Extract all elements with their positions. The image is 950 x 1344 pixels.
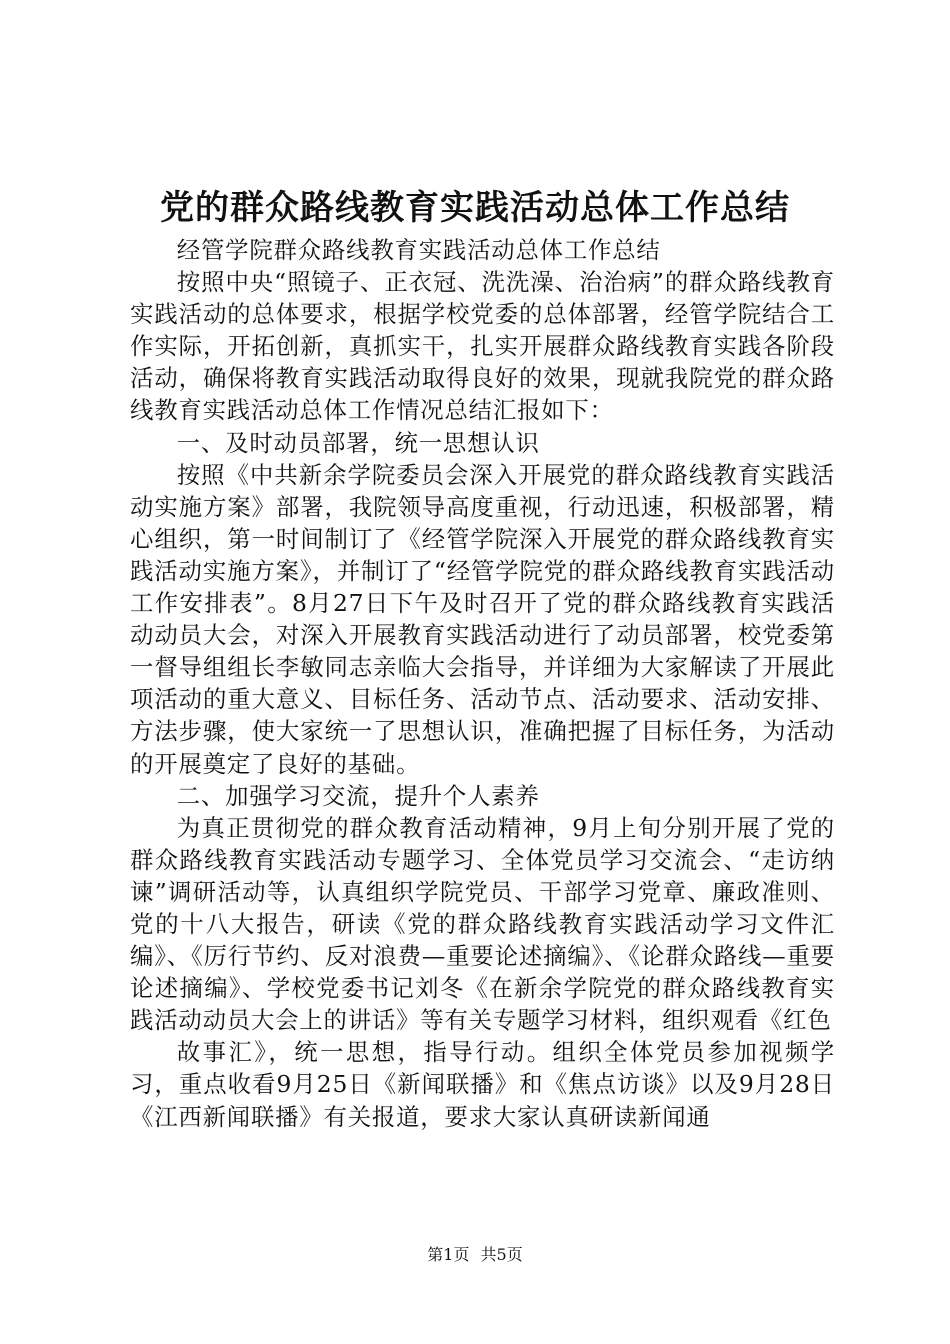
- section-heading-2: 二、加强学习交流，提升个人素养: [176, 781, 540, 810]
- page-total: 共5页: [480, 1245, 523, 1264]
- section-heading-1: 一、及时动员部署，统一思想认识: [176, 428, 540, 457]
- subtitle-paragraph: 经管学院群众路线教育实践活动总体工作总结: [176, 236, 661, 264]
- page-number: 第1页: [427, 1245, 470, 1264]
- section-2-continuation: 故事汇》，统一思想，指导行动。组织全体党员参加视频学习，重点收看9月25日《新闻联播》和《焦点访谈》以及9月28日《江西新闻联播》有关报道，要求大家认真研读新闻通: [130, 1038, 835, 1131]
- section-1-paragraph: 按照《中共新余学院委员会深入开展党的群众路线教育实践活动实施方案》部署，我院领导高度重视，行动迅速，积极部署，精心组织，第一时间制订了《经管学院深入开展党的群众路线教育实践活动实施方案》，并制订了“经管学院党的群众路线教育实践活动工作安排表”。8月27日下午及时召开了党的群众路线教育实践活动动员大会，对深入开展教育实践活动进行了动员部署，校党委第一督导组组长李敏同志亲临大会指导，并详细为大家解读了开展此项活动的重大意义、目标任务、活动节点、活动要求、活动安排、方法步骤，使大家统一了思想认识，准确把握了目标任务，为活动的开展奠定了良好的基础。: [130, 460, 835, 778]
- document-title: 党的群众路线教育实践活动总体工作总结: [160, 188, 790, 228]
- section-2-paragraph: 为真正贯彻党的群众教育活动精神，9月上旬分别开展了党的群众路线教育实践活动专题学习、全体党员学习交流会、“走访纳谏”调研活动等，认真组织学院党员、干部学习党章、廉政准则、党的十八大报告，研读《党的群众路线教育实践活动学习文件汇编》、《厉行节约、反对浪费—重要论述摘编》、《论群众路线—重要论述摘编》、学校党委书记刘冬《在新余学院党的群众路线教育实践活动动员大会上的讲话》等有关专题学习材料，组织观看《红色: [130, 813, 835, 1035]
- page-footer: [0, 1244, 950, 1266]
- document-body: [130, 234, 835, 1133]
- intro-paragraph: 按照中央“照镜子、正衣冠、洗洗澡、治治病”的群众路线教育实践活动的总体要求，根据学校党委的总体部署，经管学院结合工作实际，开拓创新，真抓实干，扎实开展群众路线教育实践各阶段活动，确保将教育实践活动取得良好的效果，现就我院党的群众路线教育实践活动总体工作情况总结汇报如下：: [130, 268, 835, 425]
